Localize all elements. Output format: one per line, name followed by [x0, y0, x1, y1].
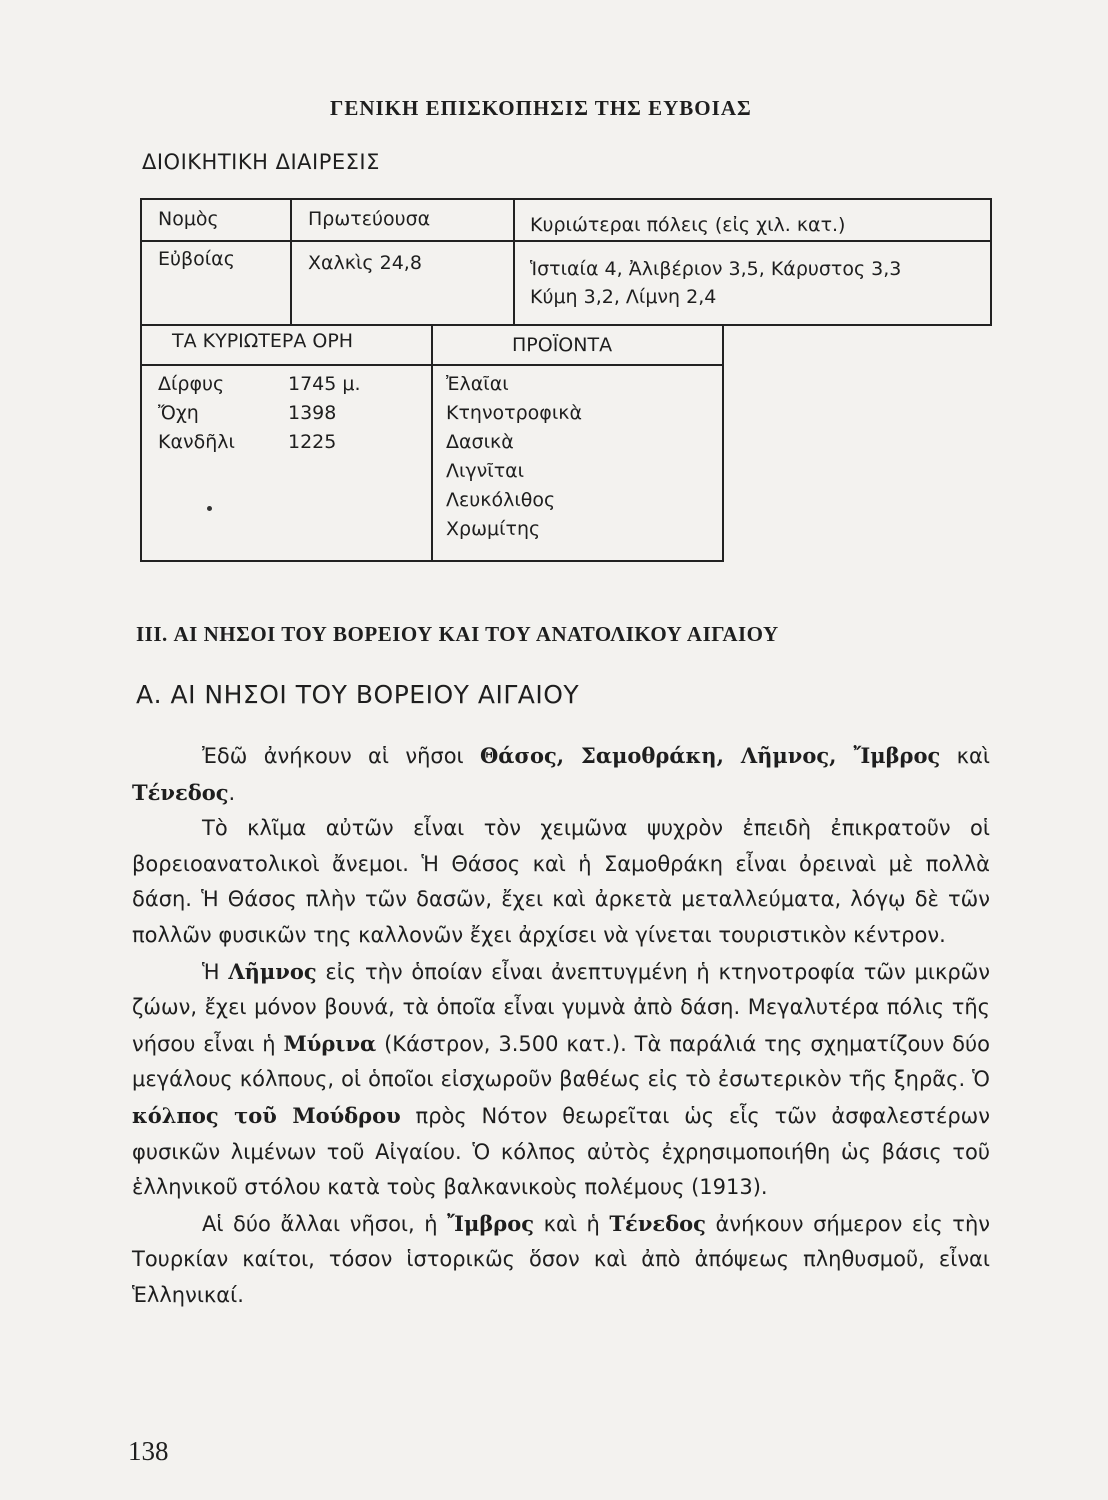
cell-capital: Χαλκὶς 24,8 — [308, 252, 422, 274]
page-number: 138 — [128, 1436, 169, 1466]
mountain-height: 1398 — [288, 402, 337, 424]
table-divider — [513, 200, 515, 324]
mountains-products-table — [140, 326, 724, 562]
paragraph-1 — [132, 738, 990, 811]
product-item: Ἐλαῖαι — [446, 373, 509, 395]
text-run: ἀνήκουν σήμερον εἰς τὴν Τουρκίαν καίτοι, τόσον ἱστορικῶς ὅσον καὶ ἀπὸ ἀπόψεως πληθυσμοῦ, εἶναι Ἑλληνικαί. — [132, 1211, 990, 1307]
cell-cities-line1: Ἱστιαία 4, Ἀλιβέριον 3,5, Κάρυστος 3,3 — [530, 258, 902, 280]
table-divider — [142, 240, 990, 242]
mountain-height: 1225 — [288, 431, 337, 453]
text-run: καὶ ἡ — [534, 1211, 610, 1236]
paragraph-3 — [132, 954, 990, 1206]
mountain-name: Ὄχη — [158, 402, 199, 424]
text-run: (Κάστρον, 3.500 κατ.). Τὰ παράλιά της σχηματίζουν δύο μεγάλους κόλπους, οἱ ὁποῖοι εἰσχωροῦν βαθέως εἰς τὸ ἐσωτερικὸν τῆς ξηρᾶς. Ὁ — [132, 1031, 990, 1092]
bullet-mark — [207, 506, 212, 511]
product-item: Λευκόλιθος — [446, 489, 556, 511]
bold-run: Θάσος, Σαμοθράκη, Λῆμνος, Ἴμβρος — [480, 743, 941, 768]
mountain-height: 1745 μ. — [288, 373, 361, 395]
table-divider — [142, 364, 722, 366]
product-item: Κτηνοτροφικὰ — [446, 402, 582, 424]
paragraph-2: Τὸ κλῖμα αὐτῶν εἶναι τὸν χειμῶνα ψυχρὸν ἐπειδὴ ἐπικρατοῦν οἱ βορειοανατολικοὶ ἄνεμοι. Ἡ Θάσος καὶ ἡ Σαμοθράκη εἶναι ὀρειναὶ μὲ πολλὰ δάση. Ἡ Θάσος πλὴν τῶν δασῶν, ἔχει καὶ ἀρκετὰ μεταλλεύματα, λόγῳ δὲ τῶν πολλῶν φυσικῶν της καλλονῶν ἔχει ἀρχίσει νὰ γίνεται τουριστικὸν κέντρον. — [132, 816, 990, 947]
sub-heading: Α. ΑΙ ΝΗΣΟΙ ΤΟΥ ΒΟΡΕΙΟΥ ΑΙΓΑΙΟΥ — [136, 680, 580, 709]
products-list — [446, 370, 582, 544]
header-nomos: Νομὸς — [158, 208, 219, 230]
product-item: Χρωμίτης — [446, 518, 541, 540]
section-label: ΔΙΟΙΚΗΤΙΚΗ ΔΙΑΙΡΕΣΙΣ — [142, 150, 380, 174]
bold-run: Μύρινα — [283, 1030, 377, 1056]
text-run: . — [228, 780, 236, 805]
header-products: ΠΡΟΪΟΝΤΑ — [512, 334, 613, 356]
mountain-name: Κανδῆλι — [158, 431, 235, 453]
text-run: εἰς τὴν ὁποίαν εἶναι ἀνεπτυγμένη ἡ κτηνοτροφία τῶν μικρῶν ζώων, ἔχει μόνον βουνά, τὰ ὁποῖα εἶναι γυμνὰ ἀπὸ δάση. Μεγαλυτέρα πόλις τῆς νήσου εἶναι ἡ — [132, 959, 990, 1056]
text-run: Ἐδῶ ἀνήκουν αἱ νῆσοι — [202, 744, 481, 768]
bold-run: Ἴμβρος — [447, 1210, 535, 1236]
mountain-names — [158, 370, 235, 457]
chapter-title: ΓΕΝΙΚΗ ΕΠΙΣΚΟΠΗΣΙΣ ΤΗΣ ΕΥΒΟΙΑΣ — [330, 96, 752, 120]
header-capital: Πρωτεύουσα — [308, 208, 431, 230]
part-heading: III. ΑΙ ΝΗΣΟΙ ΤΟΥ ΒΟΡΕΙΟΥ ΚΑΙ ΤΟΥ ΑΝΑΤΟΛΙΚΟΥ ΑΙΓΑΙΟΥ — [136, 622, 779, 646]
table-divider — [290, 200, 292, 324]
header-main-cities: Κυριώτεραι πόλεις (εἰς χιλ. κατ.) — [530, 214, 846, 236]
product-item: Λιγνῖται — [446, 460, 525, 482]
cell-cities-line2: Κύμη 3,2, Λίμνη 2,4 — [530, 286, 717, 308]
text-run: Ἡ — [202, 959, 229, 984]
bold-run: Λῆμνος — [228, 958, 317, 984]
bold-run: Τένεδος — [132, 779, 229, 805]
body-text — [132, 738, 990, 1314]
mountain-heights — [288, 370, 361, 457]
bold-run: Τένεδος — [609, 1210, 706, 1236]
header-mountains: ΤΑ ΚΥΡΙΩΤΕΡΑ ΟΡΗ — [172, 330, 354, 352]
mountain-name: Δίρφυς — [158, 373, 225, 395]
text-run: καὶ — [940, 744, 990, 768]
bold-run: κόλπος τοῦ Μούδρου — [132, 1102, 401, 1128]
table-divider — [431, 326, 433, 560]
product-item: Δασικὰ — [446, 431, 514, 453]
paragraph-4 — [132, 1206, 990, 1314]
cell-nomos: Εὐβοίας — [158, 248, 235, 270]
administrative-division-table — [140, 198, 992, 326]
text-run: πρὸς Νότον θεωρεῖται ὡς εἷς τῶν ἀσφαλεστέρων φυσικῶν λιμένων τοῦ Αἰγαίου. Ὁ κόλπος αὐτὸς ἐχρησιμοποιήθη ὡς βάσις τοῦ ἑλληνικοῦ στόλου κατὰ τοὺς βαλκανικοὺς πολέμους (1913). — [132, 1103, 990, 1200]
text-run: Αἱ δύο ἄλλαι νῆσοι, ἡ — [202, 1211, 448, 1236]
